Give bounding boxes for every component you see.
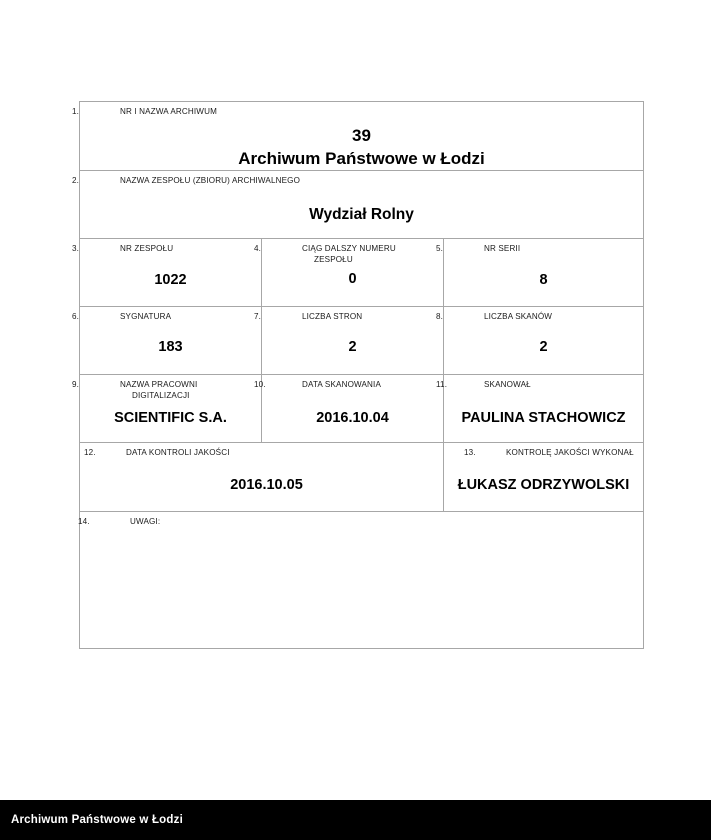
footer-caption-bar — [0, 800, 711, 840]
field-number-1: 1. — [72, 107, 80, 116]
field-label-5 — [436, 244, 637, 255]
field-label-text-2: NAZWA ZESPOŁU (ZBIORU) ARCHIWALNEGO — [120, 176, 301, 185]
field-number-2: 2. — [72, 176, 80, 185]
cell-qc-date — [80, 443, 444, 512]
cell-qc-performed-by — [444, 443, 644, 512]
field-number-13: 13. — [464, 448, 476, 457]
field-label-11 — [436, 380, 637, 391]
field-label-text-13: KONTROLĘ JAKOŚCI WYKONAŁ — [506, 448, 634, 457]
field-label-text-8: LICZBA SKANÓW — [484, 312, 553, 321]
field-label-4 — [254, 244, 437, 265]
field-label-text-3: NR ZESPOŁU — [120, 244, 174, 253]
field-value-scan-count: 2 — [539, 338, 548, 355]
footer-caption-text: Archiwum Państwowe w Łodzi — [11, 814, 183, 826]
field-label-text-1: NR I NAZWA ARCHIWUM — [120, 107, 217, 116]
field-label-6 — [72, 312, 255, 323]
field-value-page-count: 2 — [348, 338, 357, 355]
cell-remarks — [80, 512, 644, 649]
field-label-text-6: SYGNATURA — [120, 312, 172, 321]
field-label-text-10: DATA SKANOWANIA — [302, 380, 382, 389]
field-label-text-4: CIĄG DALSZY NUMERU ZESPOŁU — [302, 244, 399, 264]
field-value-qc-performed-by: ŁUKASZ ODRZYWOLSKI — [457, 476, 630, 493]
field-value-qc-date: 2016.10.05 — [230, 476, 303, 493]
field-label-14 — [78, 517, 637, 528]
field-value-scan-date: 2016.10.04 — [316, 409, 389, 426]
field-number-10: 10. — [254, 380, 266, 389]
cell-scan-date — [254, 375, 444, 443]
field-number-14: 14. — [78, 517, 90, 526]
field-label-2 — [72, 176, 637, 187]
field-value-digitization-lab: SCIENTIFIC S.A. — [114, 410, 227, 427]
cell-archive-name — [72, 102, 644, 171]
table-row — [80, 375, 644, 443]
field-number-9: 9. — [72, 380, 80, 389]
field-number-5: 5. — [436, 244, 444, 253]
cell-fonds-number-continued — [254, 239, 444, 307]
field-number-3: 3. — [72, 244, 80, 253]
field-number-11: 11. — [436, 380, 448, 389]
field-label-13 — [450, 448, 637, 459]
field-label-9 — [72, 380, 255, 401]
table-row — [80, 171, 644, 239]
field-label-text-7: LICZBA STRON — [302, 312, 363, 321]
table-row — [80, 307, 644, 375]
field-number-4: 4. — [254, 244, 262, 253]
field-number-12: 12. — [84, 448, 96, 457]
field-label-7 — [254, 312, 437, 323]
field-value-archive-number: 39 — [352, 125, 371, 145]
table-row — [80, 239, 644, 307]
cell-scanned-by — [436, 375, 644, 443]
field-value-fonds-number: 1022 — [154, 271, 187, 288]
cell-scan-count — [436, 307, 644, 375]
field-value-signature: 183 — [158, 338, 183, 355]
cell-digitization-lab — [72, 375, 262, 443]
field-label-text-14: UWAGI: — [130, 517, 161, 526]
field-value-fonds-name: Wydział Rolny — [309, 205, 414, 223]
field-value-archive-title: Archiwum Państwowe w Łodzi — [238, 148, 485, 168]
field-label-text-11: SKANOWAŁ — [484, 380, 531, 389]
cell-signature — [72, 307, 262, 375]
field-label-text-5: NR SERII — [484, 244, 521, 253]
cell-series-number — [436, 239, 644, 307]
field-number-6: 6. — [72, 312, 80, 321]
field-label-10 — [254, 380, 437, 391]
table-row — [80, 443, 644, 512]
cell-fonds-name — [72, 171, 644, 239]
field-value-fonds-number-continued: 0 — [348, 271, 357, 288]
field-value-series-number: 8 — [539, 271, 548, 288]
field-number-8: 8. — [436, 312, 444, 321]
field-label-8 — [436, 312, 637, 323]
field-label-text-12: DATA KONTROLI JAKOŚCI — [126, 448, 230, 457]
field-label-3 — [72, 244, 255, 255]
field-label-1 — [72, 107, 637, 118]
field-number-7: 7. — [254, 312, 262, 321]
cell-page-count — [254, 307, 444, 375]
field-label-text-9: NAZWA PRACOWNI DIGITALIZACJI — [120, 380, 200, 400]
metadata-form-table — [72, 101, 644, 649]
cell-fonds-number — [72, 239, 262, 307]
table-row — [80, 512, 644, 649]
field-label-12 — [84, 448, 437, 459]
field-value-scanned-by: PAULINA STACHOWICZ — [461, 409, 626, 426]
table-row — [80, 102, 644, 171]
